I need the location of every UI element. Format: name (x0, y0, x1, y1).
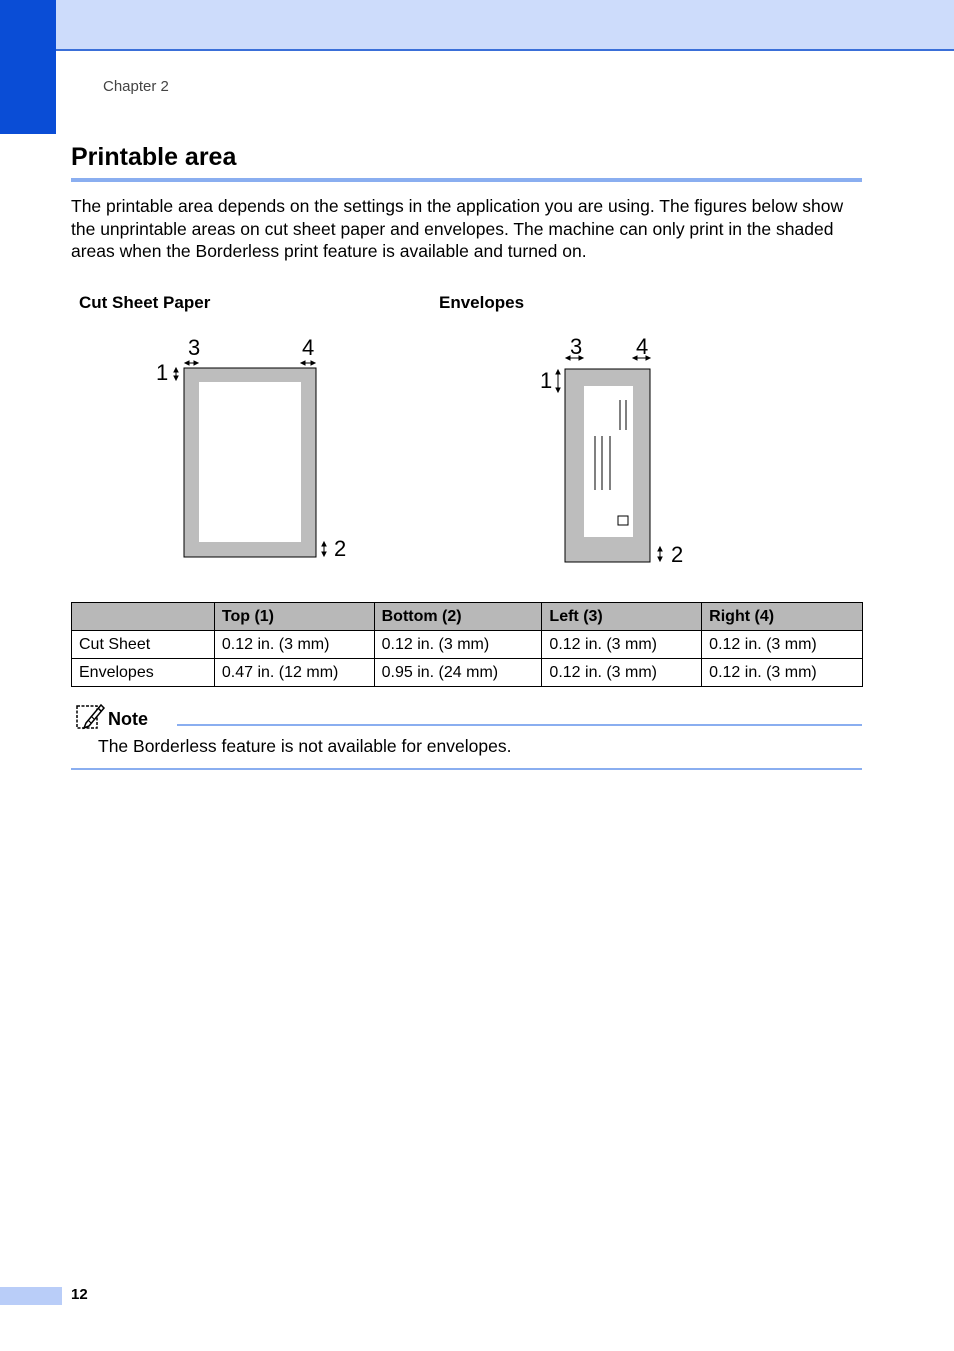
top-margin-arrow-icon (174, 368, 178, 380)
page-title: Printable area (71, 143, 237, 171)
envelope-diagram (530, 330, 700, 575)
marker-bottom: 2 (671, 542, 684, 567)
marker-top: 1 (156, 360, 169, 385)
right-margin-arrow-icon (301, 361, 315, 365)
table-row (72, 631, 863, 659)
page-number-tab (0, 1287, 62, 1305)
margins-table (71, 602, 863, 687)
table-cell: 0.95 in. (24 mm) (374, 659, 542, 687)
left-margin-arrow-icon (185, 361, 198, 365)
cut-sheet-diagram (150, 330, 360, 570)
table-row (72, 659, 863, 687)
table-cell: 0.12 in. (3 mm) (702, 659, 863, 687)
note-rule-bottom (71, 768, 862, 770)
table-cell: 0.12 in. (3 mm) (542, 631, 702, 659)
table-header: Bottom (2) (374, 603, 542, 631)
table-header: Top (1) (214, 603, 374, 631)
page-number: 12 (71, 1286, 88, 1303)
header-band (0, 0, 954, 51)
marker-right: 4 (636, 334, 649, 359)
marker-top: 1 (540, 368, 553, 393)
table-cell: Envelopes (72, 659, 215, 687)
marker-right: 4 (302, 335, 315, 360)
table-cell: 0.12 in. (3 mm) (542, 659, 702, 687)
table-cell: 0.12 in. (3 mm) (374, 631, 542, 659)
stamp-box-icon (618, 516, 628, 525)
envelopes-label: Envelopes (439, 293, 525, 312)
table-header-row (72, 603, 863, 631)
table-header: Left (3) (542, 603, 702, 631)
table-header (72, 603, 215, 631)
table-cell: 0.12 in. (3 mm) (702, 631, 863, 659)
table-cell: Cut Sheet (72, 631, 215, 659)
chapter-tab (0, 0, 56, 134)
table-cell: 0.12 in. (3 mm) (214, 631, 374, 659)
title-rule (71, 178, 862, 182)
marker-left: 3 (188, 335, 201, 360)
marker-left: 3 (570, 334, 583, 359)
bottom-margin-arrow-icon (322, 542, 326, 556)
intro-paragraph: The printable area depends on the settings in the application you are using. The figures below show the unprintable areas on cut sheet paper and envelopes. The machine can only print in the shaded areas when the Borderless print feature is available and turned on. (71, 196, 844, 261)
chapter-label: Chapter 2 (103, 78, 169, 95)
table-header: Right (4) (702, 603, 863, 631)
cut-sheet-printable-area (199, 382, 301, 542)
cut-sheet-label: Cut Sheet Paper (79, 293, 211, 312)
note-rule-top (177, 724, 862, 726)
top-margin-arrow-icon (556, 370, 560, 392)
note-title: Note (108, 709, 148, 729)
table-cell: 0.47 in. (12 mm) (214, 659, 374, 687)
note-text: The Borderless feature is not available for envelopes. (98, 736, 512, 756)
marker-bottom: 2 (334, 536, 347, 561)
note-pencil-icon (74, 701, 106, 731)
bottom-margin-arrow-icon (658, 547, 662, 561)
